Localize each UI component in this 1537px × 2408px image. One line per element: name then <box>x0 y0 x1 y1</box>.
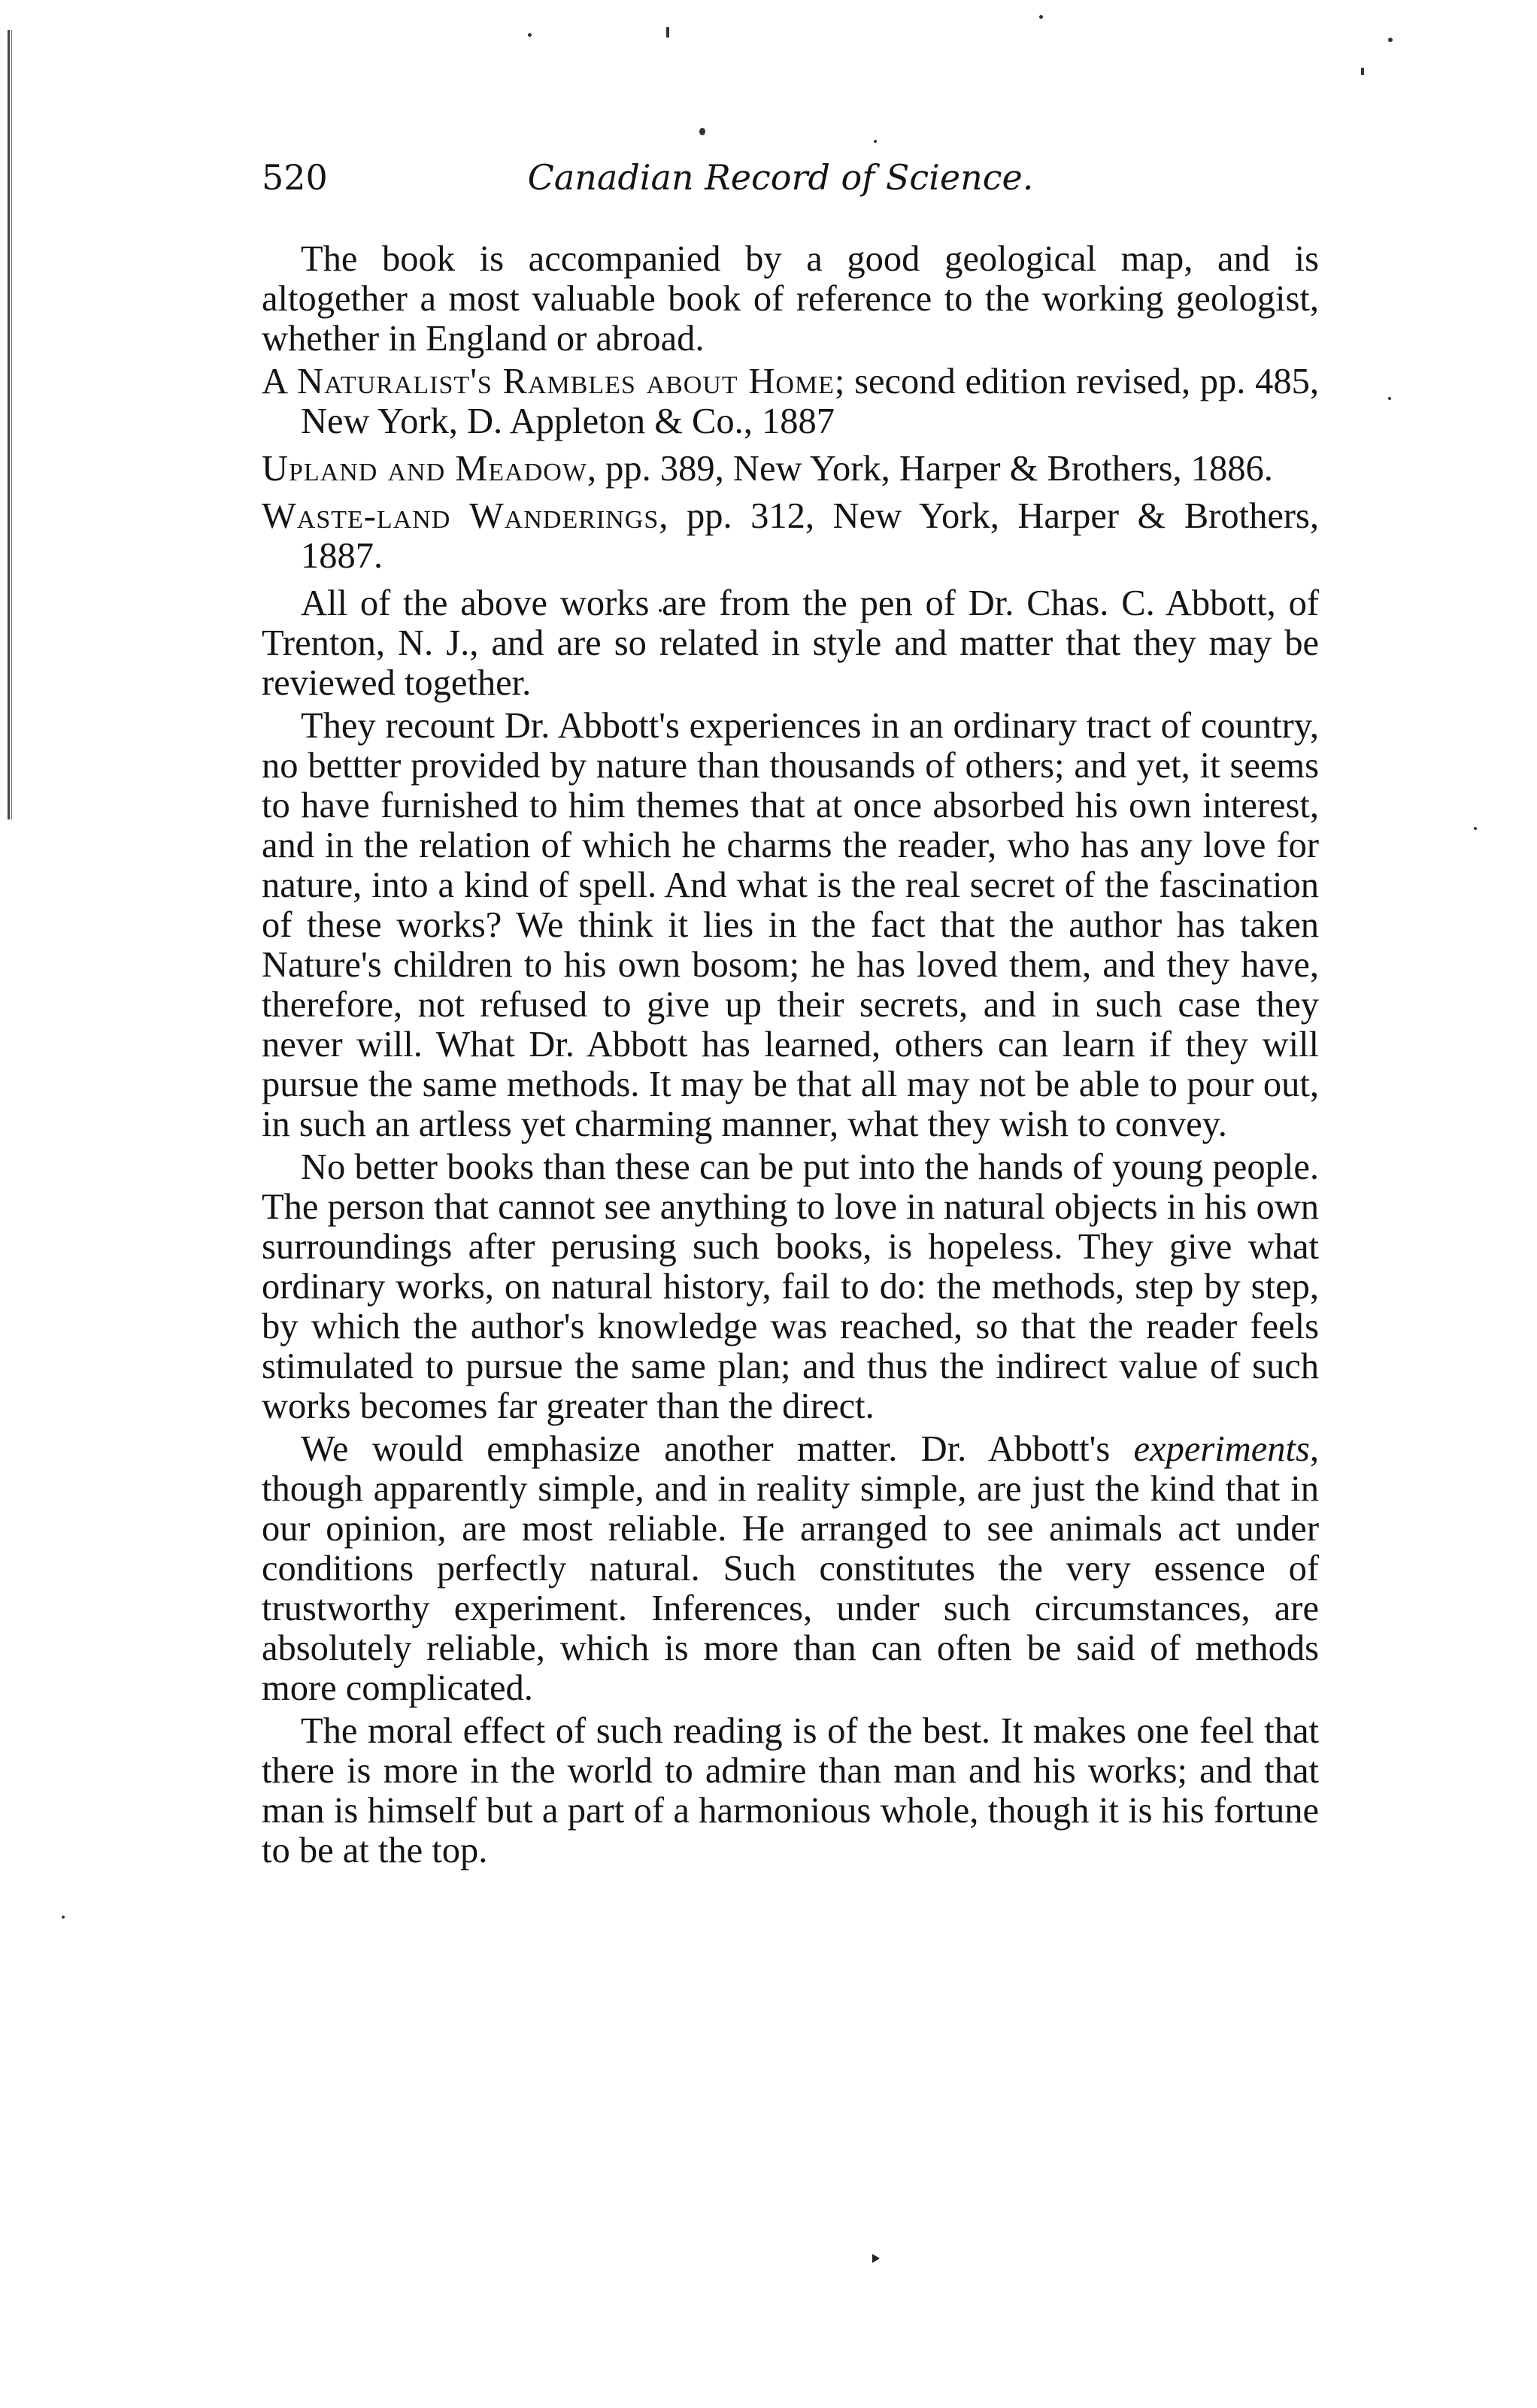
page-number: 520 <box>262 157 328 198</box>
article-body <box>262 239 1319 1873</box>
paragraph-young-people: No better books than these can be put into the hands of young people. The person that cannot see anything to love in natural objects in his own surroundings after perusing such books, is hopeless. They give what ordinary works, on natural history, fail to do: the methods, step by step, by which the author's knowledge was reached, so that the reader feels stimulated to pursue the same plan; and thus the indirect value of such works becomes far greater than the direct. <box>262 1147 1319 1426</box>
paragraph-authorship: All of the above works are from the pen of Dr. Chas. C. Abbott, of Trenton, N. J., and are so related in style and matter that they may be reviewed together. <box>262 583 1319 703</box>
book-entry-waste-land-wanderings <box>262 496 1319 576</box>
book-entry-upland-and-meadow <box>262 449 1319 489</box>
binding-edge <box>8 30 14 819</box>
paragraph-experiments <box>262 1429 1319 1708</box>
paragraph-moral-effect: The moral effect of such reading is of the best. It makes one feel that there is more in the world to admire than man and his works; and that man is himself but a part of a harmonious whole, though it is his fortune to be at the top. <box>262 1711 1319 1870</box>
book-title: Upland and Meadow <box>262 449 587 489</box>
book-details: ; second edition revised, pp. 485, New York, D. Appleton & Co., 1887 <box>301 362 1319 441</box>
text-run: , though apparently simple, and in reality simple, are just the kind that in our opinion, are most reliable. He arranged to see animals act under conditions perfectly natural. Such constitutes the very essence of trustworthy experiment. Inferences, under such circumstances, are absolutely reliable, which is more than can often be said of methods more complicated. <box>262 1429 1319 1708</box>
scan-mark <box>872 2254 880 2263</box>
book-details: , pp. 312, New York, Harper & Brothers, 1887. <box>301 496 1319 576</box>
book-title: A Naturalist's Rambles about Home <box>262 362 835 401</box>
book-entry-naturalists-rambles <box>262 362 1319 441</box>
emphasized-word: experiments <box>1133 1429 1310 1469</box>
paragraph-geological-map: The book is accompanied by a good geological map, and is altogether a most valuable book of reference to the working geologist, whether in England or abroad. <box>262 239 1319 359</box>
book-details: , pp. 389, New York, Harper & Brothers, 1886. <box>587 449 1273 489</box>
text-run: We would emphasize another matter. Dr. Abbott's <box>301 1429 1134 1469</box>
running-title: Canadian Record of Science. <box>527 157 1034 198</box>
paragraph-experiences: They recount Dr. Abbott's experiences in an ordinary tract of country, no bettter provided by nature than thousands of others; and yet, it seems to have furnished to him themes that at once absorbed his own interest, and in the relation of which he charms the reader, who has any love for nature, into a kind of spell. And what is the real secret of the fascination of these works? We think it lies in the fact that the author has taken Nature's children to his own bosom; he has loved them, and they have, therefore, not refused to give up their secrets, and in such case they never will. What Dr. Abbott has learned, others can learn if they will pursue the same methods. It may be that all may not be able to pour out, in such an artless yet charming manner, what they wish to convey. <box>262 706 1319 1144</box>
book-title: Waste-land Wanderings <box>262 496 659 536</box>
running-head <box>262 156 1299 209</box>
